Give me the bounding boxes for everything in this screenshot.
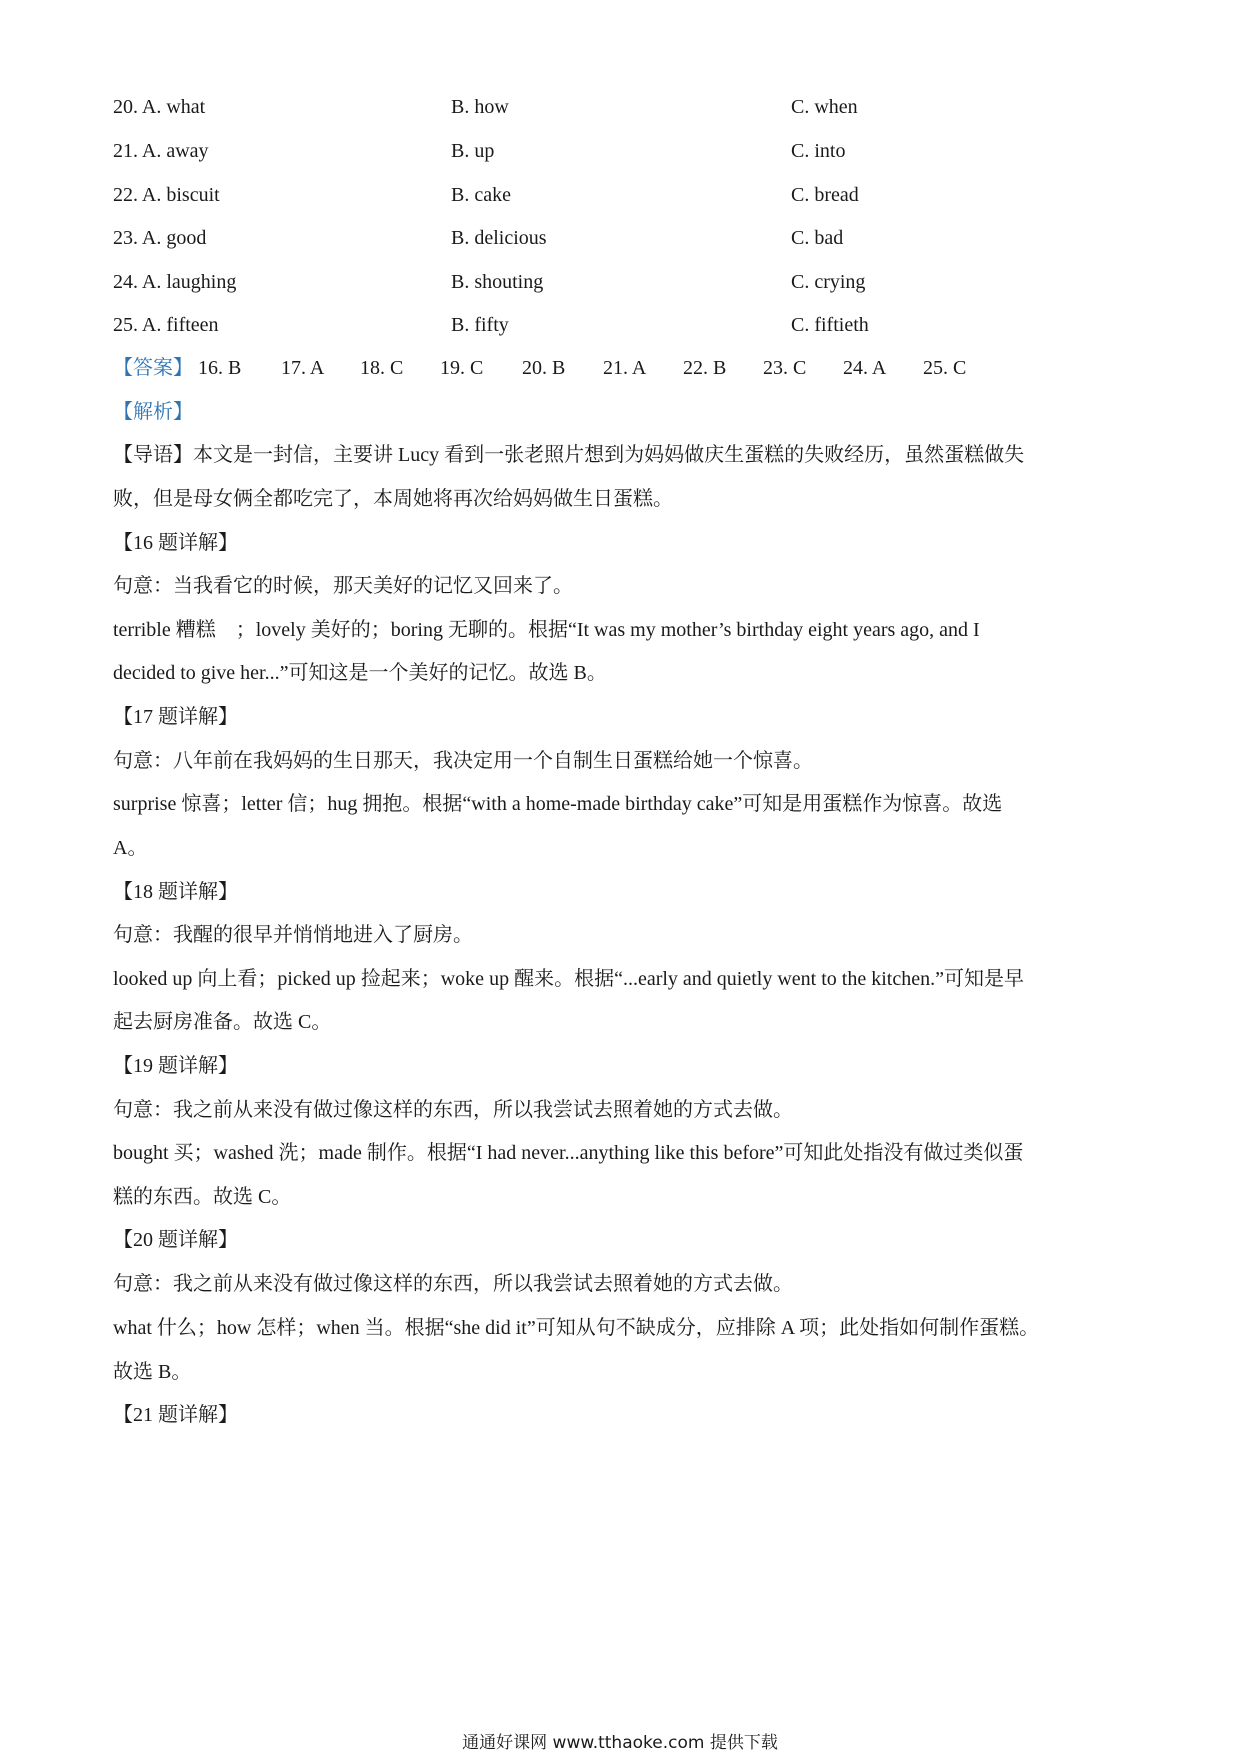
text-line: 故选 B。 <box>113 1361 192 1383</box>
option-c: C. bread <box>791 184 859 206</box>
answer-label: 【答案】 <box>113 357 193 379</box>
question-number: 24. <box>113 271 138 293</box>
option-b: B. how <box>451 96 509 118</box>
text-line: terrible 糟糕 ；lovely 美好的；boring 无聊的。根据“It was my mother’s birthday eight years ago, and I <box>113 619 980 641</box>
section-heading: 【20 题详解】 <box>113 1229 238 1251</box>
text-line: 句意：当我看它的时候，那天美好的记忆又回来了。 <box>113 575 573 597</box>
section-heading: 【21 题详解】 <box>113 1404 238 1426</box>
question-number: 25. <box>113 314 138 336</box>
answer-item: 22. B <box>683 357 727 379</box>
answer-item: 24. A <box>843 357 887 379</box>
option-row <box>113 136 1133 166</box>
option-col-1 <box>113 310 219 340</box>
analysis-label: 【解析】 <box>113 401 193 423</box>
option-a: A. fifteen <box>141 314 219 336</box>
footer: 通通好课网 www.tthaoke.com 提供下载 <box>462 1733 778 1753</box>
option-col-1 <box>113 223 206 253</box>
option-a: A. biscuit <box>141 184 220 206</box>
section-heading: 【19 题详解】 <box>113 1055 238 1077</box>
text-line: 败，但是母女俩全都吃完了，本周她将再次给妈妈做生日蛋糕。 <box>113 488 673 510</box>
text-line: 句意：我之前从来没有做过像这样的东西，所以我尝试去照着她的方式去做。 <box>113 1273 793 1295</box>
option-c: C. bad <box>791 227 844 249</box>
text-line: what 什么；how 怎样；when 当。根据“she did it”可知从句不缺成分，应排除 A 项；此处指如何制作蛋糕。 <box>113 1317 1040 1339</box>
text-line: 句意：八年前在我妈妈的生日那天，我决定用一个自制生日蛋糕给她一个惊喜。 <box>113 750 813 772</box>
question-number: 23. <box>113 227 138 249</box>
option-c: C. into <box>791 140 846 162</box>
option-row <box>113 180 1133 210</box>
option-c: C. fiftieth <box>791 314 869 336</box>
answer-item: 23. C <box>763 357 807 379</box>
text-line: surprise 惊喜；letter 信；hug 拥抱。根据“with a home-made birthday cake”可知是用蛋糕作为惊喜。故选 <box>113 793 1003 815</box>
section-heading: 【16 题详解】 <box>113 532 238 554</box>
answer-item: 25. C <box>923 357 967 379</box>
option-b: B. cake <box>451 184 511 206</box>
option-c: C. crying <box>791 271 866 293</box>
option-a: A. laughing <box>141 271 237 293</box>
option-col-1 <box>113 180 220 210</box>
text-line: decided to give her...”可知这是一个美好的记忆。故选 B。 <box>113 662 607 684</box>
option-c: C. when <box>791 96 858 118</box>
option-a: A. good <box>141 227 207 249</box>
option-b: B. up <box>451 140 495 162</box>
option-row <box>113 223 1133 253</box>
answer-item: 19. C <box>440 357 484 379</box>
text-line: 句意：我之前从来没有做过像这样的东西，所以我尝试去照着她的方式去做。 <box>113 1099 793 1121</box>
answer-item: 21. A <box>603 357 647 379</box>
option-col-1 <box>113 136 209 166</box>
option-b: B. shouting <box>451 271 544 293</box>
text-line: bought 买；washed 洗；made 制作。根据“I had never...anything like this before”可知此处指没有做过类似蛋 <box>113 1142 1024 1164</box>
answer-item: 18. C <box>360 357 404 379</box>
text-line: 句意：我醒的很早并悄悄地进入了厨房。 <box>113 924 473 946</box>
text-line: 起去厨房准备。故选 C。 <box>113 1011 332 1033</box>
text-line: looked up 向上看；picked up 捡起来；woke up 醒来。根据“...early and quietly went to the kitchen.”可知是早 <box>113 968 1024 990</box>
option-a: A. what <box>141 96 206 118</box>
text-line: 糕的东西。故选 C。 <box>113 1186 292 1208</box>
answer-line <box>113 353 1133 383</box>
option-row <box>113 310 1133 340</box>
answer-item: 17. A <box>281 357 325 379</box>
option-col-1 <box>113 92 205 122</box>
question-number: 20. <box>113 96 138 118</box>
option-col-1 <box>113 267 236 297</box>
option-a: A. away <box>141 140 209 162</box>
option-b: B. fifty <box>451 314 509 336</box>
text-line: 【导语】本文是一封信，主要讲 Lucy 看到一张老照片想到为妈妈做庆生蛋糕的失败经历，虽然蛋糕做失 <box>113 444 1025 466</box>
option-row <box>113 92 1133 122</box>
question-number: 22. <box>113 184 138 206</box>
answer-item: 16. B <box>198 357 242 379</box>
section-heading: 【17 题详解】 <box>113 706 238 728</box>
text-line: A。 <box>113 837 148 859</box>
answer-item: 20. B <box>522 357 566 379</box>
option-row <box>113 267 1133 297</box>
section-heading: 【18 题详解】 <box>113 881 238 903</box>
question-number: 21. <box>113 140 138 162</box>
option-b: B. delicious <box>451 227 547 249</box>
